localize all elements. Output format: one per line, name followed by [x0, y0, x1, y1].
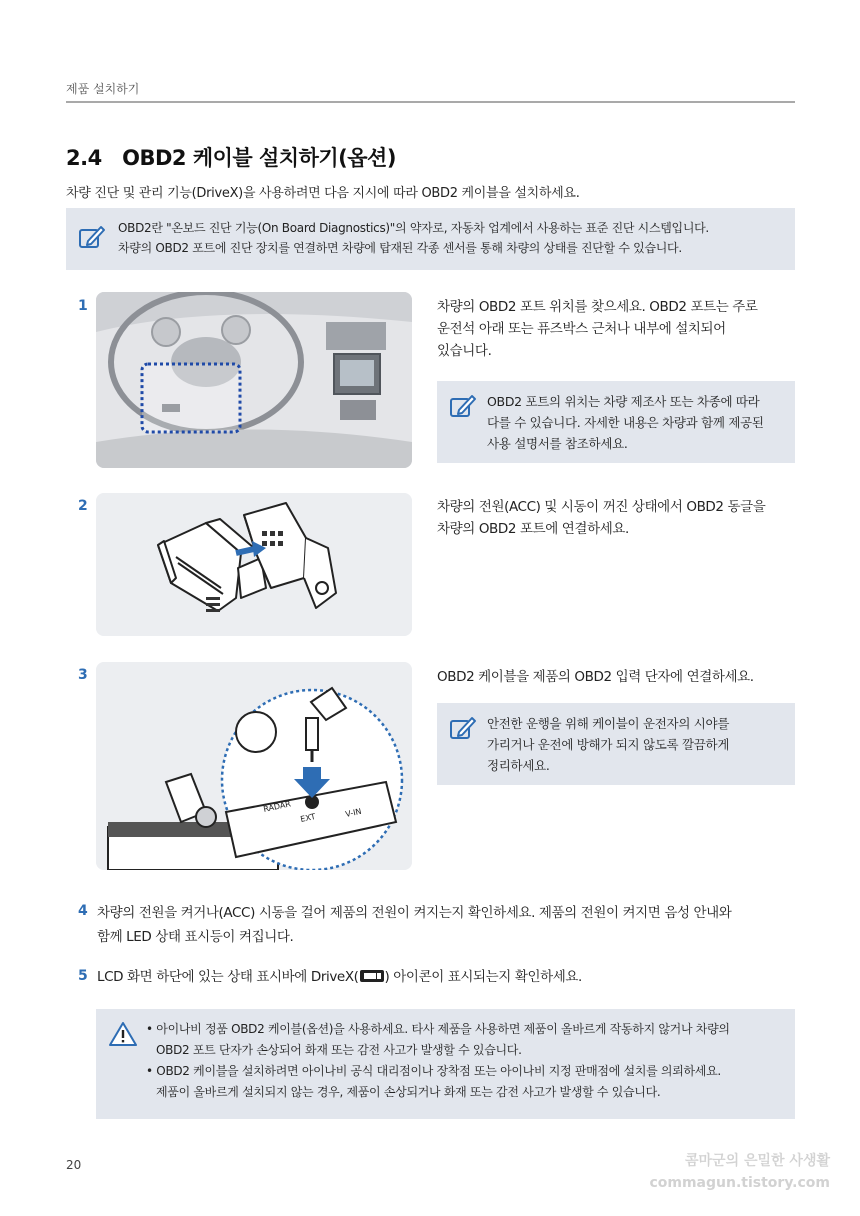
- step-1-line-3: 있습니다.: [437, 343, 492, 359]
- step-2-dongle-illustration: [96, 493, 412, 636]
- watermark-line-1: 콤마군의 은밀한 사생활: [685, 1153, 830, 1169]
- watermark: [649, 1150, 830, 1194]
- section-title: 2.4 OBD2 케이블 설치하기(옵션): [66, 146, 396, 170]
- step-1-line-1: 차량의 OBD2 포트 위치를 찾으세요. OBD2 포트는 주로: [437, 299, 758, 315]
- note-pencil-icon: [78, 224, 106, 250]
- step-1-dashboard-photo: [96, 292, 412, 468]
- port-label-radar: RADAR: [262, 799, 292, 814]
- step-2-number: 2: [78, 498, 88, 514]
- warning-triangle-icon: [108, 1021, 138, 1047]
- step-1-number: 1: [78, 298, 88, 314]
- running-header: 제품 설치하기: [66, 82, 140, 96]
- step-4-line-2: 함께 LED 상태 표시등이 켜집니다.: [97, 929, 294, 945]
- step-2-line-1: 차량의 전원(ACC) 및 시동이 꺼진 상태에서 OBD2 동글을: [437, 499, 766, 515]
- step-1-line-2: 운전석 아래 또는 퓨즈박스 근처나 내부에 설치되어: [437, 321, 726, 337]
- info-note-box: [66, 208, 795, 270]
- step-3-note-line-2: 가리거나 운전에 방해가 되지 않도록 깔끔하게: [487, 737, 730, 752]
- step-1-note-line-1: OBD2 포트의 위치는 차량 제조사 또는 차종에 따라: [487, 394, 760, 409]
- step-1-note-line-2: 다를 수 있습니다. 자세한 내용은 차량과 함께 제공된: [487, 415, 764, 430]
- step-4-number: 4: [78, 903, 88, 919]
- step-3-line-1: OBD2 케이블을 제품의 OBD2 입력 단자에 연결하세요.: [437, 669, 754, 685]
- obd-dongle-drawing: [96, 493, 412, 636]
- step-3-cable-illustration: [96, 662, 412, 870]
- warning-box: [96, 1009, 795, 1119]
- port-label-ext: EXT: [299, 811, 317, 824]
- header-divider: [66, 101, 795, 103]
- note-pencil-icon: [449, 715, 477, 741]
- step-3-note-box: [437, 703, 795, 785]
- port-label-vin: V-IN: [344, 806, 363, 819]
- watermark-line-2: commagun.tistory.com: [649, 1175, 830, 1191]
- info-note-line-1: OBD2란 "온보드 진단 기능(On Board Diagnostics)"의 약자로, 자동차 업계에서 사용하는 표준 진단 시스템입니다.: [118, 221, 709, 235]
- note-pencil-icon: [449, 393, 477, 419]
- step-2-line-2: 차량의 OBD2 포트에 연결하세요.: [437, 521, 629, 537]
- step-3-note-line-1: 안전한 운행을 위해 케이블이 운전자의 시야를: [487, 716, 730, 731]
- warning-item-2-line-2: 제품이 올바르게 설치되지 않는 경우, 제품이 손상되거나 화재 또는 감전 사고가 발생할 수 있습니다.: [156, 1085, 661, 1099]
- dashboard-illustration: [96, 292, 412, 468]
- step-5-number: 5: [78, 968, 88, 984]
- drivex-icon: [359, 969, 385, 983]
- step-3-note-line-3: 정리하세요.: [487, 758, 550, 773]
- section-intro: 차량 진단 및 관리 기능(DriveX)을 사용하려면 다음 지시에 따라 OBD2 케이블을 설치하세요.: [66, 186, 580, 201]
- info-note-line-2: 차량의 OBD2 포트에 진단 장치를 연결하면 차량에 탑재된 각종 센서를 통해 차량의 상태를 진단할 수 있습니다.: [118, 241, 682, 255]
- step-5-text-after: ) 아이콘이 표시되는지 확인하세요.: [384, 969, 582, 985]
- step-5-text-before: LCD 화면 하단에 있는 상태 표시바에 DriveX(: [97, 969, 359, 985]
- step-1-note-line-3: 사용 설명서를 참조하세요.: [487, 436, 628, 451]
- warning-item-2-line-1: • OBD2 케이블을 설치하려면 아이나비 공식 대리점이나 장착점 또는 아이나비 지정 판매점에 설치를 의뢰하세요.: [146, 1064, 721, 1078]
- step-1-note-box: [437, 381, 795, 463]
- step-4-line-1: 차량의 전원을 켜거나(ACC) 시동을 걸어 제품의 전원이 켜지는지 확인하세요. 제품의 전원이 켜지면 음성 안내와: [97, 905, 732, 921]
- warning-item-1-line-1: • 아이나비 정품 OBD2 케이블(옵션)을 사용하세요. 타사 제품을 사용하면 제품이 올바르게 작동하지 않거나 차량의: [146, 1022, 730, 1036]
- step-5-text: [97, 966, 582, 988]
- cable-connection-drawing: [96, 662, 412, 870]
- warning-item-1-line-2: OBD2 포트 단자가 손상되어 화재 또는 감전 사고가 발생할 수 있습니다.: [156, 1043, 522, 1057]
- step-3-number: 3: [78, 667, 88, 683]
- page-number: 20: [66, 1158, 82, 1172]
